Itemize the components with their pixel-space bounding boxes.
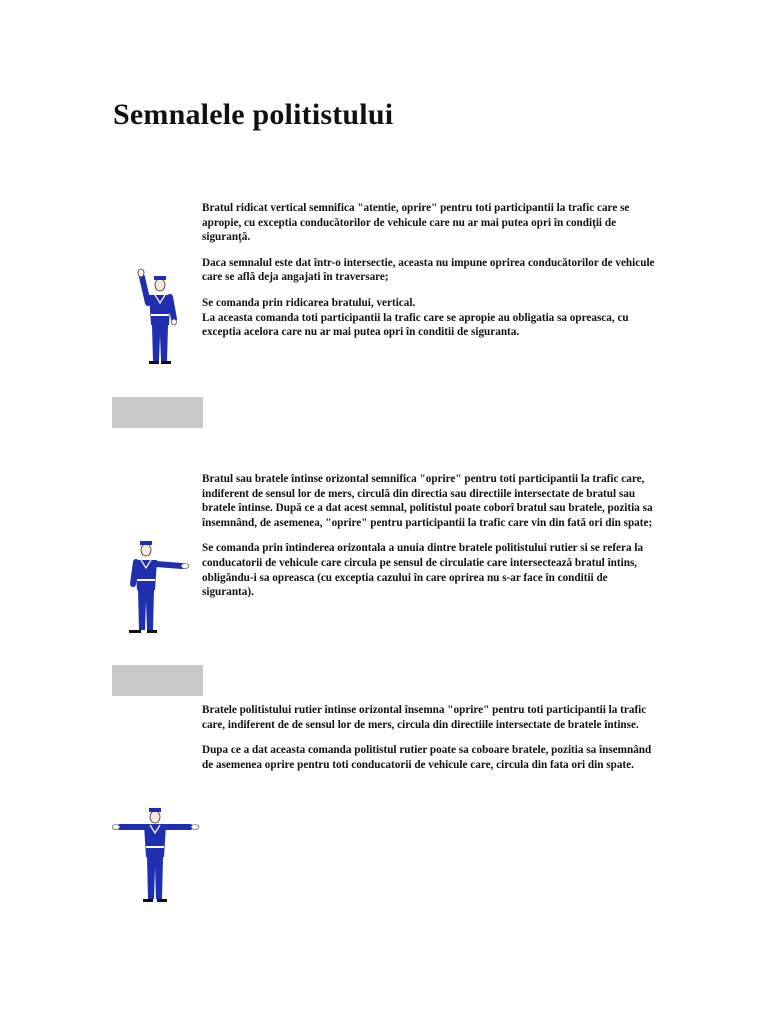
section-3-text <box>202 703 662 783</box>
paragraph: Se comanda prin ridicarea bratului, vertical. La aceasta comanda toti participantii la trafic care se apropie au obligatia sa opreasca, cu exceptia acelora care nu ar mai putea opri în conditii de siguranta. <box>202 296 629 339</box>
separator-bar <box>112 665 203 696</box>
paragraph: Daca semnalul este dat într-o intersectie, aceasta nu impune oprirea conducătorilor de vehicule care se află deja angajati în traversare; <box>202 256 655 284</box>
paragraph: Bratul sau bratele întinse orizontal semnifica "oprire" pentru toti participantii la trafic care, indiferent de sensul lor de mers, circulă din directia sau directiile intersectate de bratul sau bratele întinse. După ce a dat acest semnal, politistul poate coborî bratul sau bratele, pozitia sa însemnând, de asemenea, "oprire" pentru participantii la trafic care vin din fată ori din spate; <box>202 473 653 529</box>
paragraph: Se comanda prin întinderea orizontala a unuia dintre bratele politistului rutier si se refera la conducatorii de vehicule care circula pe sensul de circulatie care intersectează bratul întins, obligându-i sa opreasca (cu exceptia cazului în care oprirea nu s-ar face în conditii de siguranta). <box>202 542 644 599</box>
policeman-both-arms-extended-figure <box>112 805 200 905</box>
paragraph: Dupa ce a dat aceasta comanda politistul rutier poate sa coboare bratele, pozitia sa însemnând de asemenea oprire pentru toti conducatorii de vehicule care, circula din fata ori din spate. <box>202 744 652 771</box>
paragraph: Bratele politistului rutier întinse orizontal însemna "oprire" pentru toti participantii la trafic care, indiferent de de sensul lor de mers, circula din directiile intersectate de bratele întinse. <box>202 704 647 731</box>
separator-bar <box>112 397 203 428</box>
section-1-text <box>202 201 662 351</box>
policeman-arm-raised-figure <box>128 265 192 369</box>
policeman-one-arm-extended-figure <box>124 538 190 638</box>
section-2-text <box>202 472 662 611</box>
paragraph: Bratul ridicat vertical semnifica "atentie, oprire" pentru toti participantii la trafic care se apropie, cu exceptia conducătorilor de vehicule care nu ar mai putea opri în condiţii de siguranţă. <box>202 202 630 244</box>
page-title: Semnalele politistului <box>113 98 394 131</box>
